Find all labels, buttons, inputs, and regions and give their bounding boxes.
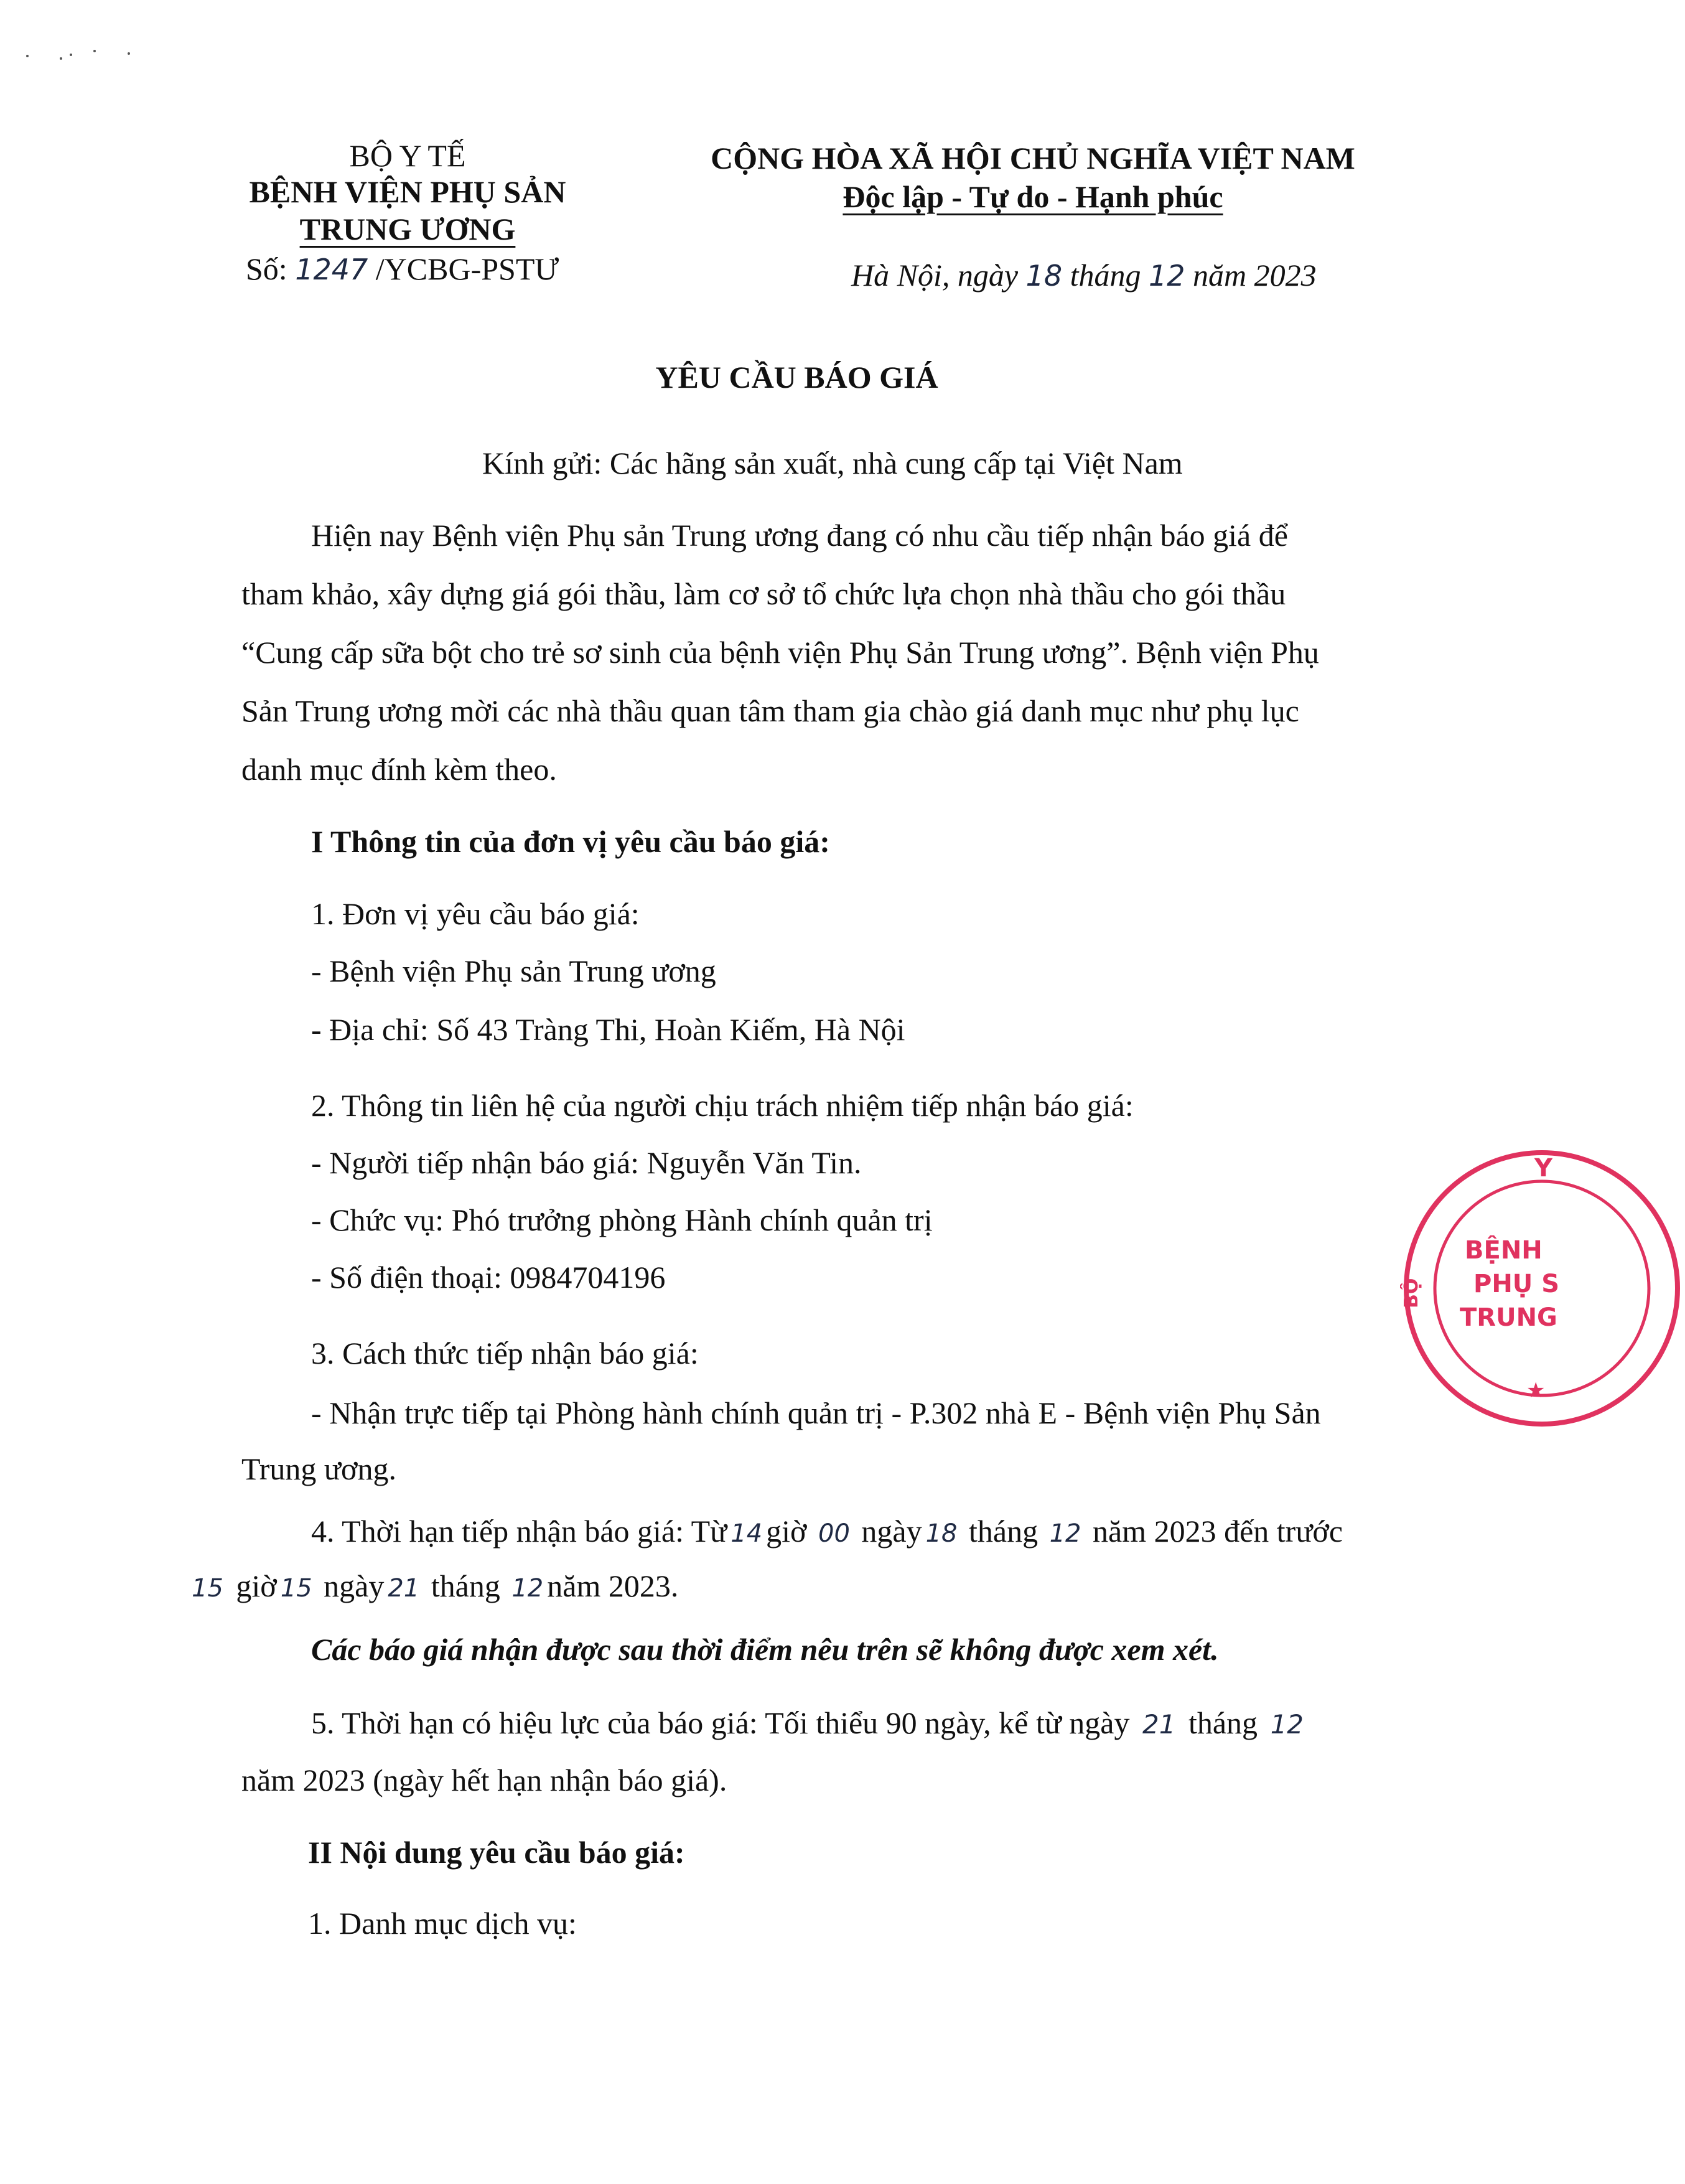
- scan-speck: [26, 55, 29, 57]
- issue-date-place: Hà Nội, ngày: [851, 258, 1019, 293]
- issue-date-day-handwritten: 18: [1025, 259, 1063, 293]
- document-number-prefix: Số:: [246, 251, 287, 286]
- intro-line-1: Hiện nay Bệnh viện Phụ sản Trung ương đang có nhu cầu tiếp nhận báo giá để: [311, 518, 1288, 553]
- item4-start-minute-handwritten: 00: [818, 1519, 850, 1548]
- item5-text: tháng: [1188, 1705, 1258, 1740]
- hospital-name-line2-text: TRUNG ƯƠNG: [299, 212, 516, 246]
- item4-text: tháng: [431, 1568, 500, 1603]
- seal-side-text: BỘ: [1401, 1278, 1422, 1308]
- seal-line1: BỆNH: [1465, 1236, 1543, 1265]
- item4-start-day-handwritten: 18: [925, 1519, 958, 1548]
- seal-top-letter: Y: [1534, 1154, 1552, 1183]
- item4-end-month-handwritten: 12: [511, 1574, 544, 1603]
- section1-item4-line1: [311, 1511, 1343, 1554]
- section1-item2-title: 2. Thông tin liên hệ của người chịu trách nhiệm tiếp nhận báo giá:: [311, 1088, 1134, 1123]
- issue-date-year: năm 2023: [1193, 258, 1317, 293]
- item4-text: tháng: [969, 1514, 1039, 1549]
- item4-text: năm 2023 đến trước: [1093, 1514, 1343, 1549]
- section2-heading: II Nội dung yêu cầu báo giá:: [308, 1835, 685, 1870]
- intro-line-2: tham khảo, xây dựng giá gói thầu, làm cơ sở tổ chức lựa chọn nhà thầu cho gói thầu: [241, 576, 1286, 611]
- section1-item3-title: 3. Cách thức tiếp nhận báo giá:: [311, 1336, 699, 1371]
- seal-line2: PHỤ S: [1473, 1270, 1560, 1298]
- item4-text: ngày: [324, 1568, 385, 1603]
- intro-line-4: Sản Trung ương mời các nhà thầu quan tâm tham gia chào giá danh mục như phụ lục: [241, 693, 1299, 728]
- section1-item3-line2: Trung ương.: [241, 1451, 396, 1486]
- hospital-name-line2: [205, 209, 610, 249]
- item4-text: 4. Thời hạn tiếp nhận báo giá: Từ: [311, 1514, 727, 1549]
- section1-heading: I Thông tin của đơn vị yêu cầu báo giá:: [311, 824, 830, 859]
- section1-item1-name: - Bệnh viện Phụ sản Trung ương: [311, 954, 716, 988]
- section1-item2-position: - Chức vụ: Phó trưởng phòng Hành chính quản trị: [311, 1202, 933, 1237]
- item4-start-hour-handwritten: 14: [730, 1519, 763, 1548]
- official-seal: [1399, 1145, 1560, 1432]
- scan-speck: [93, 50, 96, 52]
- item4-text: giờ: [236, 1568, 277, 1603]
- issue-date: [851, 255, 1317, 296]
- issue-date-month-handwritten: 12: [1149, 259, 1185, 293]
- issue-date-month-label: tháng: [1070, 258, 1141, 293]
- intro-line-3: “Cung cấp sữa bột cho trẻ sơ sinh của bệnh viện Phụ Sản Trung ương”. Bệnh viện Phụ: [241, 635, 1319, 670]
- late-quote-warning: Các báo giá nhận được sau thời điểm nêu trên sẽ không được xem xét.: [311, 1632, 1219, 1667]
- document-number-suffix: /YCBG-PSTƯ: [375, 251, 559, 286]
- item4-end-hour-handwritten: 15: [192, 1574, 223, 1603]
- motto-text: Độc lập - Tự do - Hạnh phúc: [842, 179, 1223, 214]
- item4-text: năm 2023.: [547, 1568, 679, 1603]
- section1-item2-person: - Người tiếp nhận báo giá: Nguyễn Văn Tin.: [311, 1145, 862, 1180]
- section1-item3-line1: - Nhận trực tiếp tại Phòng hành chính quản trị - P.302 nhà E - Bệnh viện Phụ Sản: [311, 1395, 1321, 1430]
- section1-item5-line1: [311, 1703, 1481, 1745]
- scan-speck: [60, 57, 62, 60]
- item4-end-minute-handwritten: 15: [280, 1574, 312, 1603]
- seal-line3: TRUNG: [1460, 1303, 1557, 1332]
- section1-item2-phone: - Số điện thoại: 0984704196: [311, 1260, 666, 1295]
- item5-month-handwritten: 12: [1270, 1709, 1304, 1740]
- intro-line-5: danh mục đính kèm theo.: [241, 752, 557, 787]
- motto: [660, 177, 1406, 217]
- section1-item5-line2: năm 2023 (ngày hết hạn nhận báo giá).: [241, 1763, 727, 1797]
- scan-speck: [128, 52, 130, 55]
- hospital-name-line1: BỆNH VIỆN PHỤ SẢN: [249, 174, 566, 209]
- item4-start-month-handwritten: 12: [1049, 1519, 1081, 1548]
- section1-item1-address: - Địa chỉ: Số 43 Tràng Thi, Hoàn Kiếm, Hà Nội: [311, 1012, 905, 1047]
- document-title: YÊU CẦU BÁO GIÁ: [655, 360, 938, 395]
- item4-text: ngày: [861, 1514, 922, 1549]
- document-number-handwritten: 1247: [295, 253, 368, 286]
- item4-end-day-handwritten: 21: [388, 1574, 420, 1603]
- item4-text: giờ: [766, 1514, 807, 1549]
- country-name: CỘNG HÒA XÃ HỘI CHỦ NGHĨA VIỆT NAM: [711, 141, 1355, 176]
- item5-day-handwritten: 21: [1142, 1709, 1176, 1740]
- official-seal-graphic: [1399, 1145, 1685, 1432]
- ministry-name: BỘ Y TẾ: [349, 138, 466, 173]
- section2-item1: 1. Danh mục dịch vụ:: [308, 1906, 577, 1941]
- section1-item4-line2: [187, 1566, 678, 1608]
- document-number: [246, 249, 559, 289]
- scan-speck: [70, 54, 72, 56]
- section1-item1-title: 1. Đơn vị yêu cầu báo giá:: [311, 896, 640, 931]
- item5-text: 5. Thời hạn có hiệu lực của báo giá: Tối thiểu 90 ngày, kể từ ngày: [311, 1705, 1130, 1740]
- recipient-line: Kính gửi: Các hãng sản xuất, nhà cung cấp tại Việt Nam: [482, 446, 1183, 480]
- seal-star-icon: ★: [1526, 1378, 1546, 1403]
